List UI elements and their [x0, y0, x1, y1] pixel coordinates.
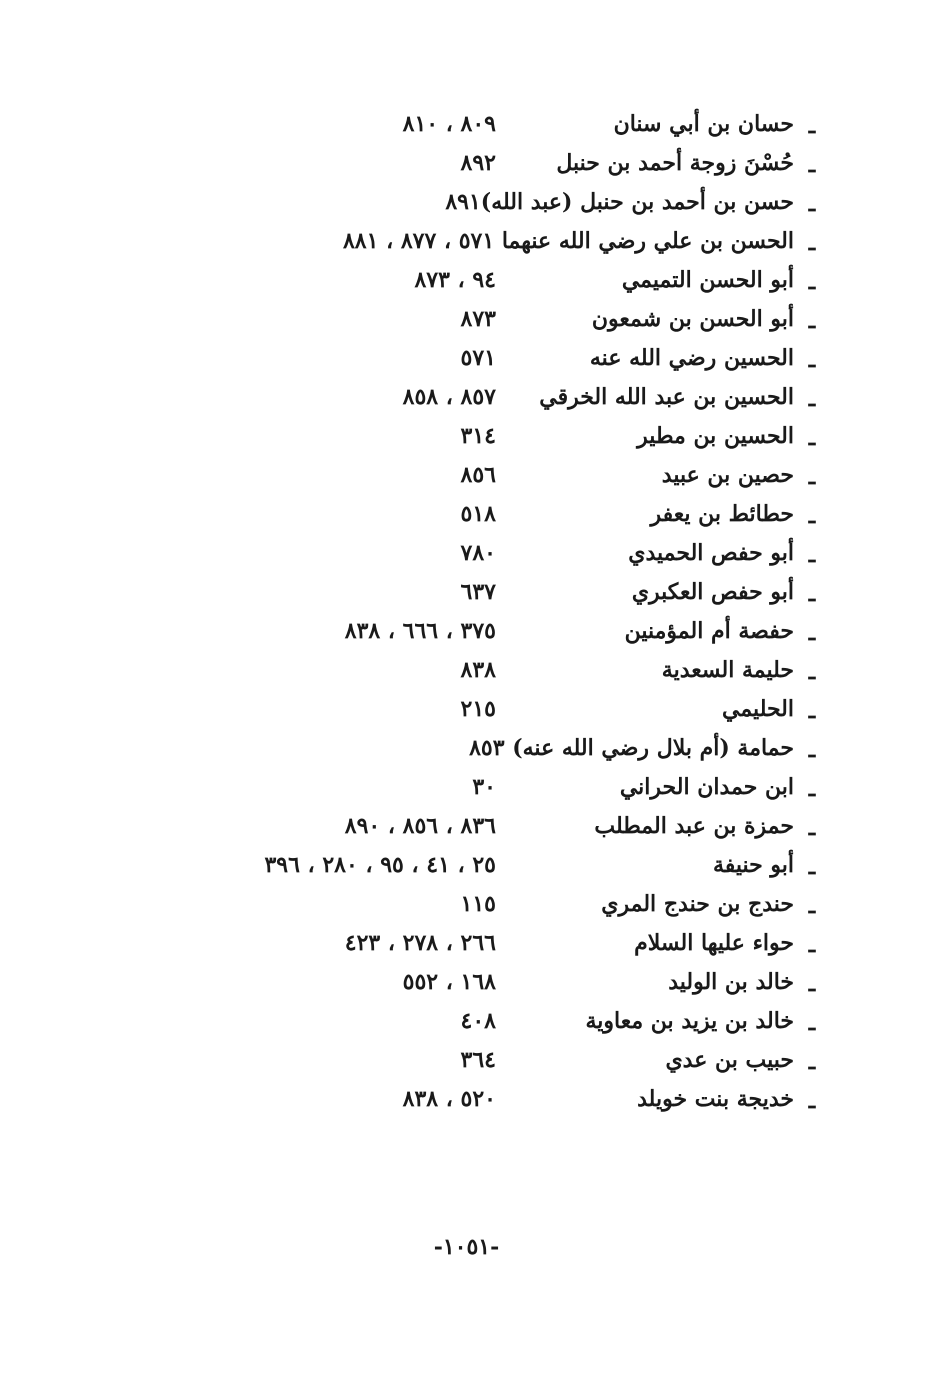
page-number: -١٠٥١-	[433, 1234, 500, 1260]
index-entry	[0, 534, 933, 573]
entry-name: حطائط بن يعفر	[650, 501, 794, 527]
entry-pages: ٥١٨	[460, 501, 496, 527]
entry-dash: ـ	[808, 854, 816, 880]
index-entry	[0, 300, 933, 339]
index-entry	[0, 1080, 933, 1119]
entry-name: أبو الحسن بن شمعون	[591, 306, 794, 332]
entry-dash: ـ	[808, 464, 816, 490]
index-entry	[0, 183, 933, 222]
entry-name: حندج بن حندج المري	[601, 891, 794, 917]
entry-dash: ـ	[808, 152, 816, 178]
entry-pages: ٨٧٣	[460, 306, 496, 332]
entry-name: حفصة أم المؤمنين	[624, 618, 794, 644]
entry-name: الحليمي	[722, 696, 794, 722]
entry-dash: ـ	[808, 1088, 816, 1114]
entry-pages: ١١٥	[460, 891, 496, 917]
index-entry	[0, 1002, 933, 1041]
entry-name: خالد بن يزيد بن معاوية	[585, 1008, 794, 1034]
index-entry	[0, 495, 933, 534]
entry-pages: ٧٨٠	[460, 540, 496, 566]
entry-dash: ـ	[808, 269, 816, 295]
entry-name: أبو حفص العكبري	[631, 579, 794, 605]
entry-pages: ٥٢٠ ، ٨٣٨	[402, 1086, 496, 1112]
index-entry	[0, 846, 933, 885]
index-entry	[0, 144, 933, 183]
entry-pages: ٦٣٧	[460, 579, 496, 605]
entry-name: الحسين بن مطير	[637, 423, 794, 449]
entry-pages: ٩٤ ، ٨٧٣	[414, 267, 496, 293]
entry-pages: ٨٩٢	[460, 150, 496, 176]
index-entry	[0, 729, 933, 768]
entry-pages: ١٦٨ ، ٥٥٢	[402, 969, 496, 995]
index-entry	[0, 651, 933, 690]
entry-pages: ٢٥ ، ٤١ ، ٩٥ ، ٢٨٠ ، ٣٩٦	[264, 852, 496, 878]
entry-name: أبو حنيفة	[712, 852, 794, 878]
entry-dash: ـ	[808, 425, 816, 451]
entry-dash: ـ	[808, 347, 816, 373]
entry-dash: ـ	[808, 386, 816, 412]
index-entry	[0, 612, 933, 651]
entry-dash: ـ	[808, 698, 816, 724]
entry-name: حمامة (أم بلال رضي الله عنه) ٨٥٣	[469, 735, 794, 761]
entry-name: حصين بن عبيد	[661, 462, 794, 488]
entry-name: أبو حفص الحميدي	[628, 540, 794, 566]
name-index-list	[0, 105, 933, 1119]
index-entry	[0, 768, 933, 807]
entry-pages: ٣٠	[472, 774, 496, 800]
index-entry	[0, 924, 933, 963]
index-entry	[0, 573, 933, 612]
entry-name: حسان بن أبي سنان	[613, 111, 794, 137]
entry-pages: ٣٧٥ ، ٦٦٦ ، ٨٣٨	[344, 618, 496, 644]
entry-dash: ـ	[808, 659, 816, 685]
entry-dash: ـ	[808, 893, 816, 919]
entry-pages: ٨٥٧ ، ٨٥٨	[402, 384, 496, 410]
entry-dash: ـ	[808, 1010, 816, 1036]
entry-dash: ـ	[808, 503, 816, 529]
entry-dash: ـ	[808, 620, 816, 646]
entry-pages: ٢١٥	[460, 696, 496, 722]
entry-name: خالد بن الوليد	[668, 969, 794, 995]
entry-name: الحسين بن عبد الله الخرقي	[539, 384, 794, 410]
entry-name: حليمة السعدية	[661, 657, 794, 683]
entry-dash: ـ	[808, 581, 816, 607]
entry-name: خديجة بنت خويلد	[637, 1086, 794, 1112]
entry-dash: ـ	[808, 308, 816, 334]
index-entry	[0, 222, 933, 261]
entry-name: حواء عليها السلام	[634, 930, 794, 956]
entry-dash: ـ	[808, 815, 816, 841]
entry-name: الحسن بن علي رضي الله عنهما ٥٧١ ، ٨٧٧ ، ٨٨١	[342, 228, 794, 254]
index-entry	[0, 1041, 933, 1080]
index-entry	[0, 885, 933, 924]
entry-dash: ـ	[808, 542, 816, 568]
entry-name: أبو الحسن التميمي	[621, 267, 794, 293]
index-entry	[0, 378, 933, 417]
entry-name: حسن بن أحمد بن حنبل (عبد الله)٨٩١	[445, 189, 794, 215]
entry-pages: ٨٠٩ ، ٨١٠	[402, 111, 496, 137]
entry-pages: ٨٣٨	[460, 657, 496, 683]
entry-pages: ٨٣٦ ، ٨٥٦ ، ٨٩٠	[344, 813, 496, 839]
entry-dash: ـ	[808, 191, 816, 217]
entry-name: حُسْنَ زوجة أحمد بن حنبل	[556, 150, 794, 176]
entry-dash: ـ	[808, 737, 816, 763]
index-entry	[0, 456, 933, 495]
index-entry	[0, 807, 933, 846]
entry-dash: ـ	[808, 113, 816, 139]
index-entry	[0, 963, 933, 1002]
entry-pages: ٣١٤	[460, 423, 496, 449]
index-entry	[0, 339, 933, 378]
index-entry	[0, 105, 933, 144]
entry-name: الحسين رضي الله عنه	[589, 345, 794, 371]
index-entry	[0, 261, 933, 300]
index-entry	[0, 690, 933, 729]
entry-pages: ٣٦٤	[460, 1047, 496, 1073]
entry-dash: ـ	[808, 776, 816, 802]
entry-name: حمزة بن عبد المطلب	[594, 813, 794, 839]
entry-pages: ٢٦٦ ، ٢٧٨ ، ٤٢٣	[344, 930, 496, 956]
entry-pages: ٥٧١	[460, 345, 496, 371]
entry-pages: ٨٥٦	[460, 462, 496, 488]
entry-name: ابن حمدان الحراني	[619, 774, 794, 800]
entry-name: حبيب بن عدي	[665, 1047, 794, 1073]
index-entry	[0, 417, 933, 456]
entry-dash: ـ	[808, 971, 816, 997]
entry-pages: ٤٠٨	[460, 1008, 496, 1034]
entry-dash: ـ	[808, 932, 816, 958]
entry-dash: ـ	[808, 1049, 816, 1075]
entry-dash: ـ	[808, 230, 816, 256]
